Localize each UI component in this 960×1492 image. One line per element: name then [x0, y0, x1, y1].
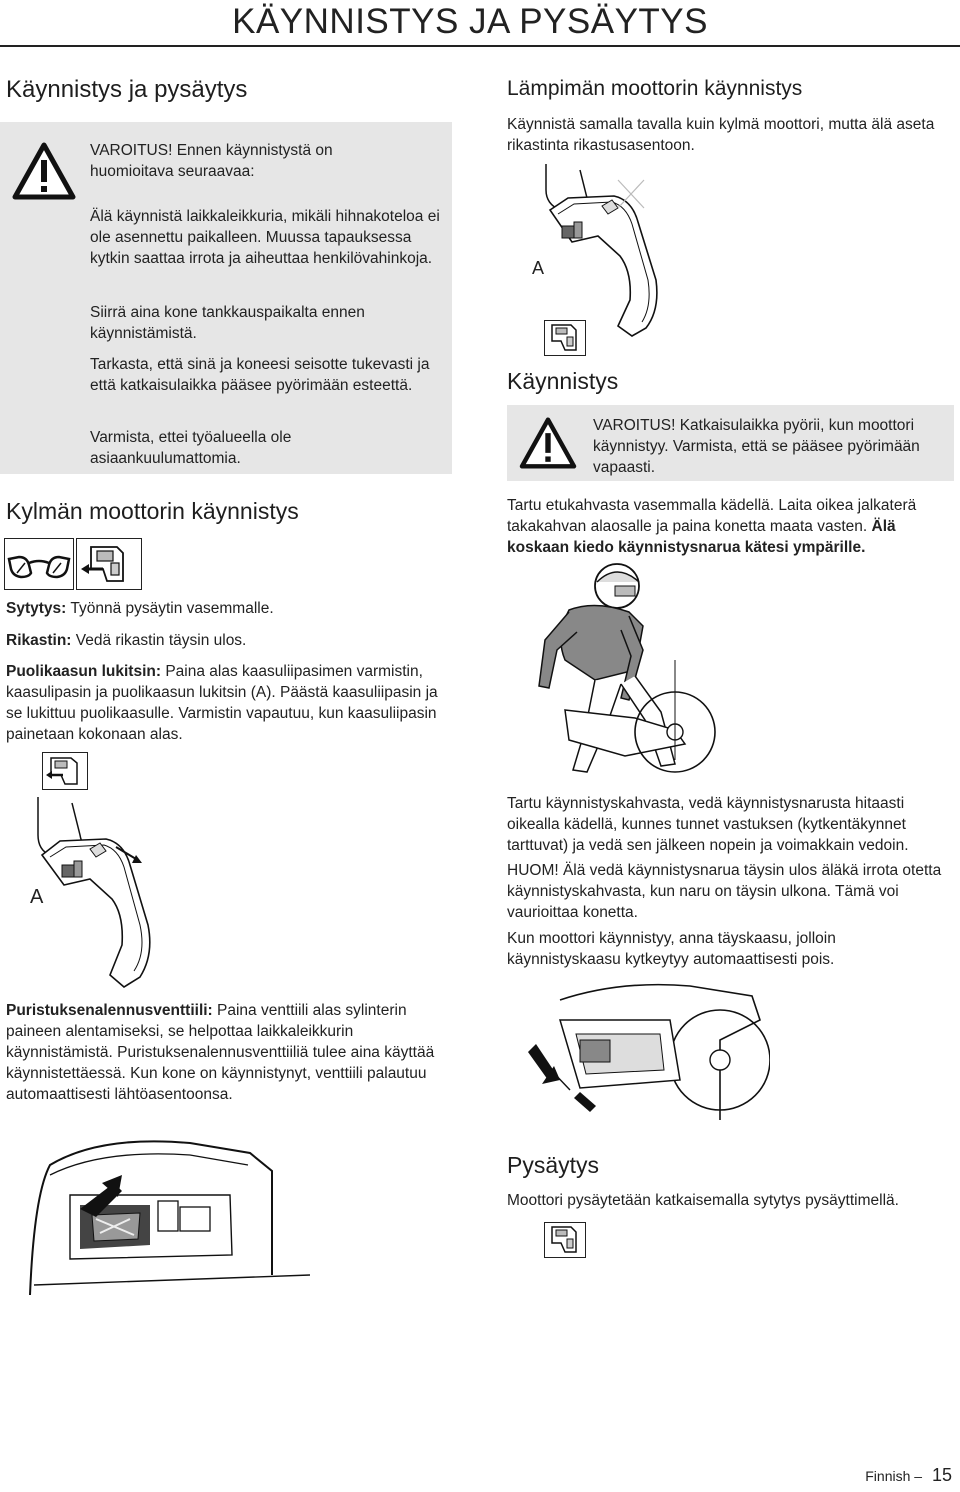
full-throttle-text: Kun moottori käynnistyy, anna täyskaasu, jolloin käynnistyskaasu kytkeytyy automaattisesti pois.: [507, 930, 836, 968]
page-number: 15: [931, 1465, 952, 1485]
safety-glasses-icon: [4, 538, 74, 590]
page-title: KÄYNNISTYS JA PYSÄYTYS: [232, 2, 708, 41]
decompression-paragraph: [6, 1000, 456, 1105]
choke-paragraph: [6, 630, 456, 651]
grip-text: Tartu etukahvasta vasemmalla kädellä. Laita oikea jalkaterä takakahvan alaosalle ja paina konetta maata vasten.: [507, 497, 917, 535]
choke-text: Vedä rikastin täysin ulos.: [71, 632, 247, 649]
figure-label-a: A: [30, 886, 44, 908]
decompression-label: Puristuksenalennusventtiili:: [6, 1002, 213, 1019]
decompression-valve-illustration: [10, 1135, 340, 1305]
warning-paragraph: Tarkasta, että sinä ja koneesi seisotte tukevasti ja että katkaisulaikka pääsee pyörimään esteettä.: [90, 356, 430, 394]
choke-label: Rikastin:: [6, 632, 72, 649]
pull-text: Tartu käynnistyskahvasta, vedä käynnistysnarusta hitaasti oikealla kädellä, kunnes tunnet vastuksen (kytkentäkynnet tarttuvat) ja vedä sen jälkeen nopein ja voimakkain vedoin.: [507, 795, 909, 854]
warning-heading: VAROITUS! Ennen käynnistystä on huomioitava seuraavaa:: [90, 142, 333, 180]
page-footer: [865, 1465, 952, 1486]
stop-title: Pysäytys: [507, 1152, 600, 1178]
warning-paragraph: Älä käynnistä laikkaleikkuria, mikäli hihnakoteloa ei ole asennettu paikalleen. Muussa tapauksessa kytkin saattaa irrota ja aiheuttaa henkilövahinkoja.: [90, 208, 440, 267]
figure-label-a: A: [532, 258, 545, 278]
operator-starting-saw-illustration: [525, 560, 745, 780]
grip-paragraph: [507, 495, 952, 558]
ignition-paragraph: [6, 598, 456, 619]
warning-box-start: [507, 405, 954, 481]
footer-dash: –: [914, 1468, 923, 1484]
warning-triangle-icon: [519, 417, 577, 469]
stop-switch-icon: [544, 1222, 586, 1258]
warning-paragraph: Siirrä aina kone tankkauspaikalta ennen käynnistämistä.: [90, 304, 365, 342]
title-rule: [0, 45, 960, 47]
stop-text: Moottori pysäytetään katkaisemalla sytytys pysäyttimellä.: [507, 1192, 899, 1209]
warm-start-text: Käynnistä samalla tavalla kuin kylmä moottori, mutta älä aseta rikastinta rikastusasentoon.: [507, 116, 935, 154]
half-throttle-label: Puolikaasun lukitsin:: [6, 663, 162, 680]
ignition-text: Työnnä pysäytin vasemmalle.: [66, 600, 274, 617]
grip-warning: Älä koskaan kiedo käynnistysnarua kätesi ympärille.: [507, 518, 896, 556]
throttle-icon: [544, 320, 586, 356]
stop-switch-icon: [76, 538, 142, 590]
section-title: Käynnistys ja pysäytys: [6, 76, 248, 103]
warning-box-before-start: [0, 122, 452, 474]
warm-start-title: Lämpimän moottorin käynnistys: [507, 77, 803, 100]
start-title: Käynnistys: [507, 368, 619, 394]
warning-text: VAROITUS! Katkaisulaikka pyörii, kun moottori käynnistyy. Varmista, että se pääsee pyörimään vapaasti.: [593, 417, 920, 476]
note-text: HUOM! Älä vedä käynnistysnarua täysin ulos äläkä irrota otetta käynnistyskahvasta, kun naru on täysin ulkona. Tämä voi vaurioittaa konetta.: [507, 862, 942, 921]
starter-handle-illustration: [520, 980, 770, 1130]
throttle-icon: [42, 752, 88, 790]
half-throttle-text: Paina alas kaasuliipasimen varmistin, kaasulipasin ja puolikaasun lukitsin (A). Päästä kaasuliipasin ja se lukittuu puolikaasulle. Varmistin vapautuu, kun kaasuliipasin painetaan kokonaan alas.: [6, 663, 438, 743]
cold-start-title: Kylmän moottorin käynnistys: [6, 498, 299, 524]
warning-triangle-icon: [12, 142, 76, 200]
ignition-label: Sytytys:: [6, 600, 67, 617]
footer-language: Finnish: [865, 1468, 911, 1484]
half-throttle-paragraph: [6, 661, 456, 745]
decompression-text: Paina venttiili alas sylinterin paineen alentamiseksi, se helpottaa laikkaleikkurin käynnistämistä. Puristuksenalennusventtiiliä tulee aina käyttää käynnistettäessä. Kun kone on käynnistynyt, venttiili palautuu automaattisesti lähtöasentoonsa.: [6, 1002, 435, 1103]
throttle-handle-illustration: [520, 160, 690, 340]
warning-paragraph: Varmista, ettei työalueella ole asiaankuulumattomia.: [90, 429, 292, 467]
throttle-handle-illustration: [20, 795, 190, 995]
